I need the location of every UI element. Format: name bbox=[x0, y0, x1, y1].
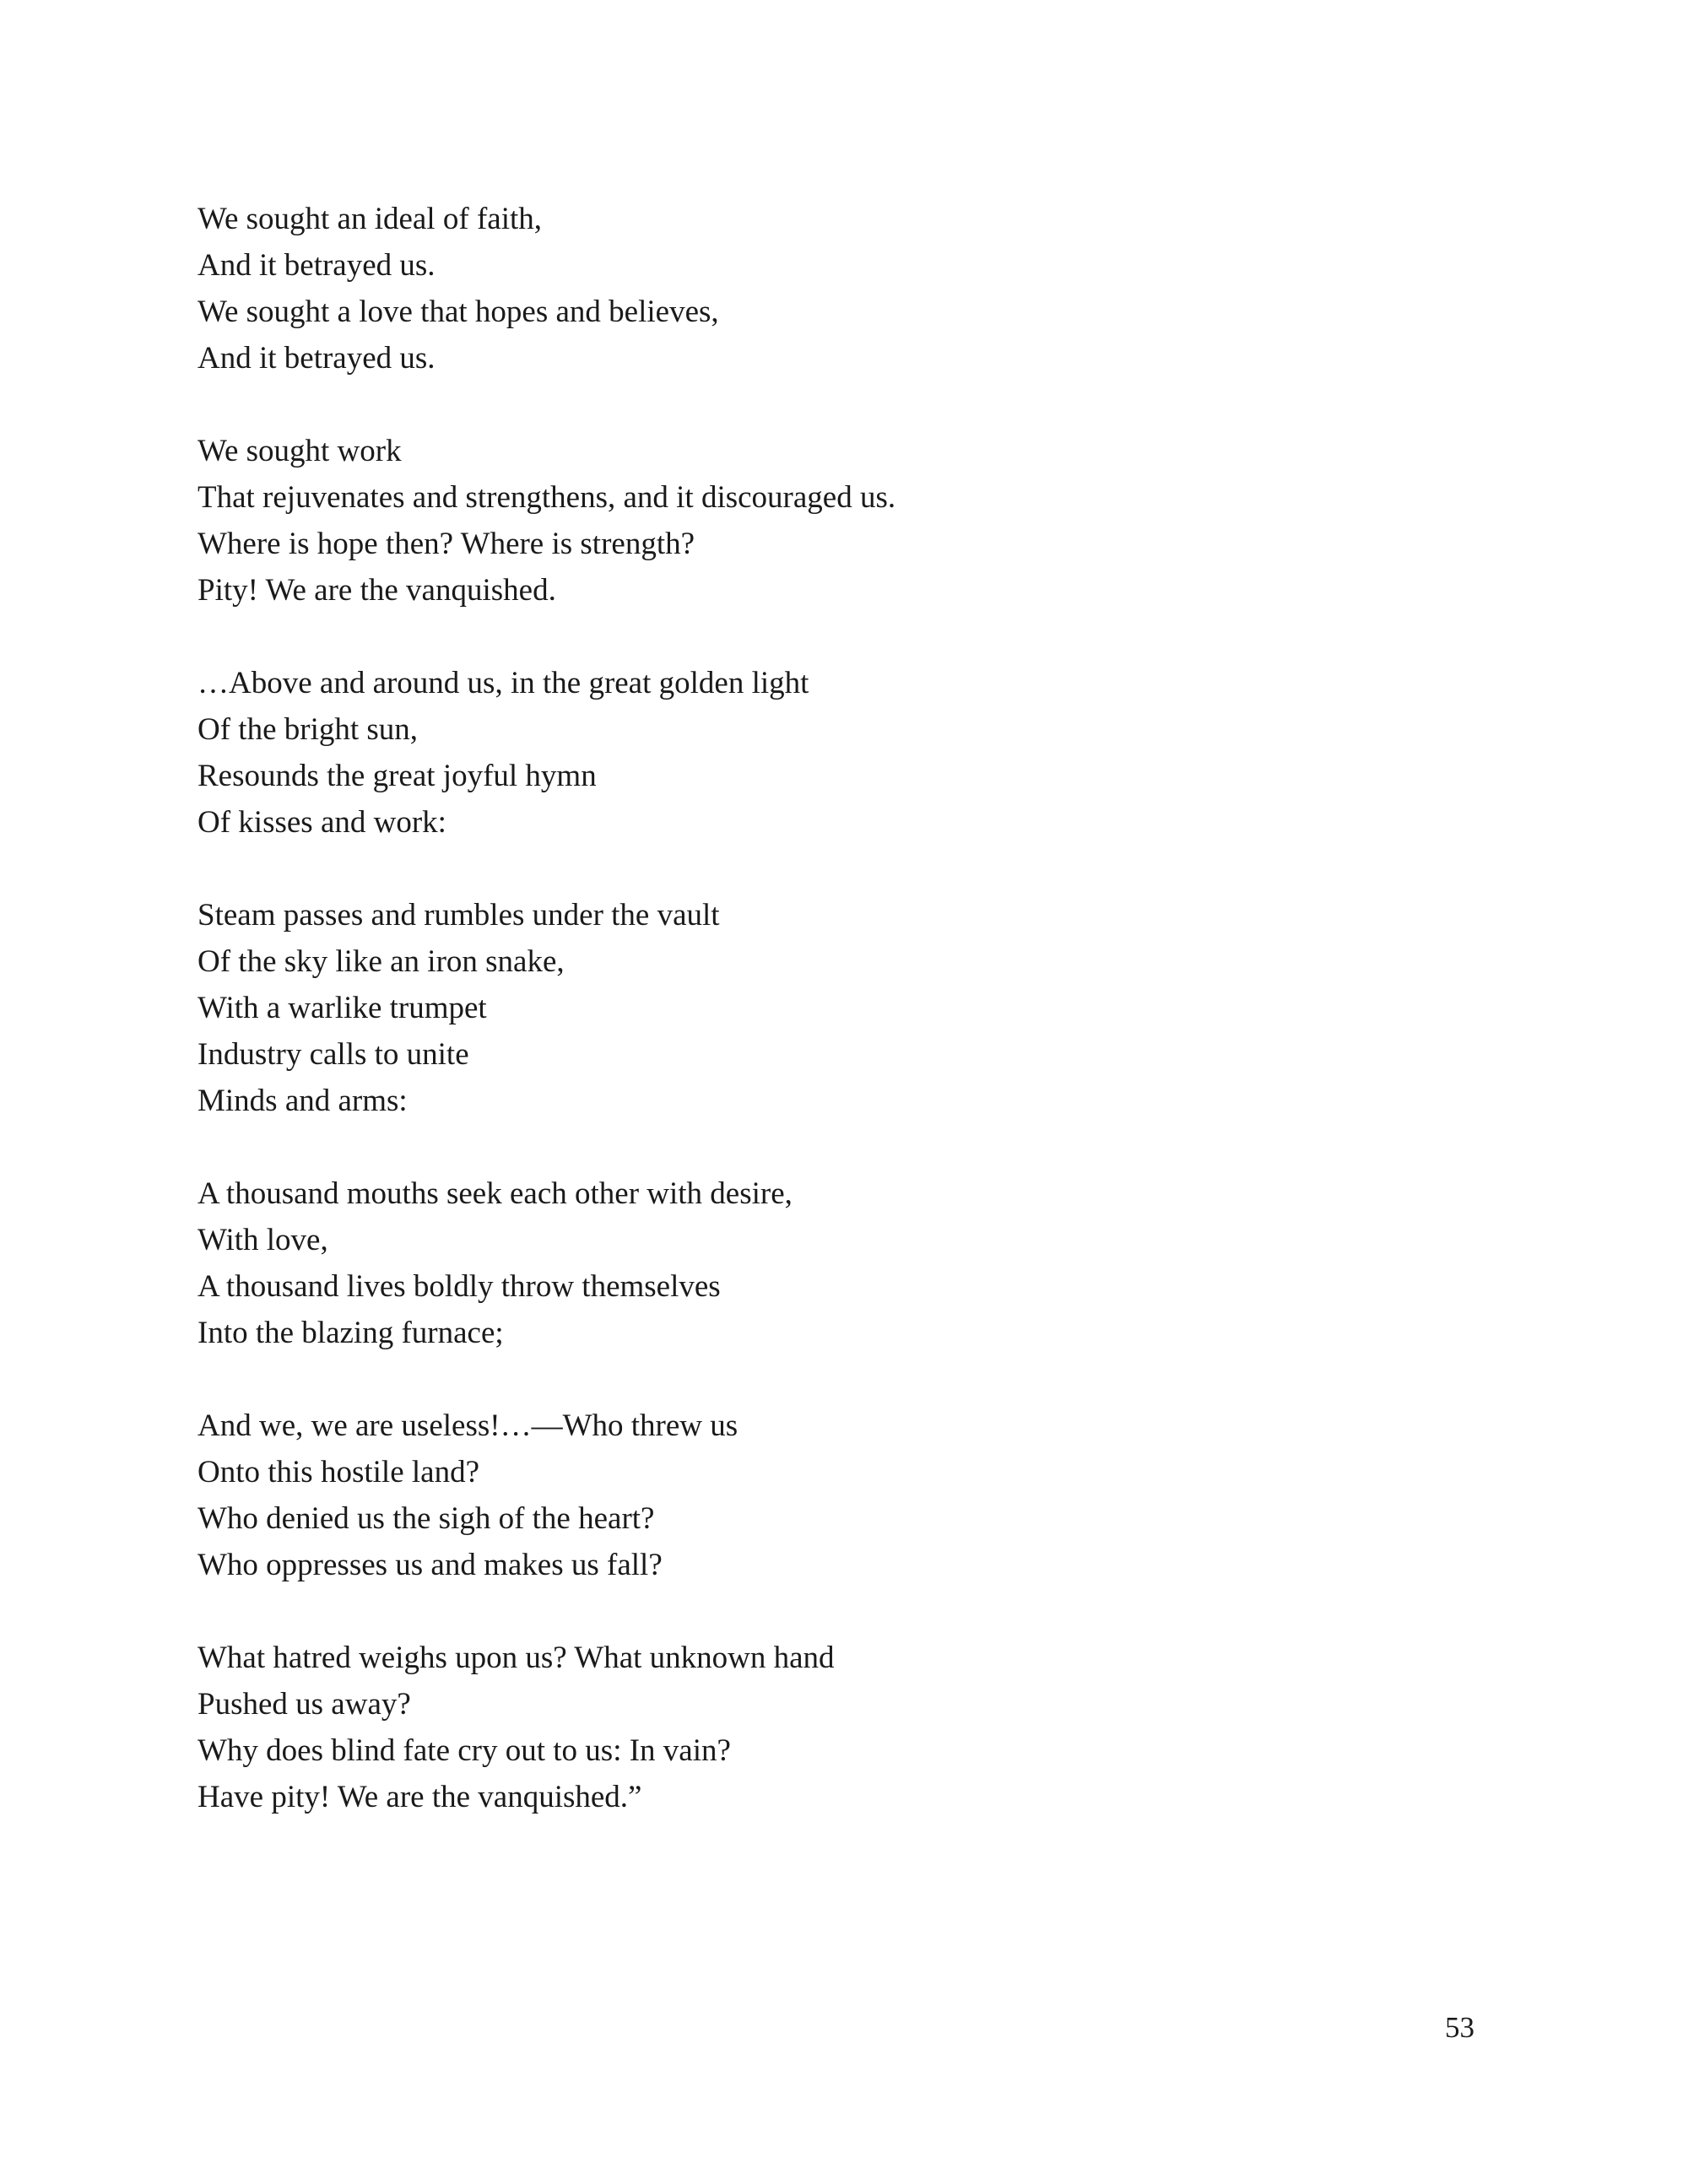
poem-line: Have pity! We are the vanquished.” bbox=[197, 1780, 642, 1814]
poem-line: We sought a love that hopes and believes, bbox=[197, 295, 719, 329]
poem-line: We sought an ideal of faith, bbox=[197, 202, 543, 236]
poem-line: That rejuvenates and strengthens, and it discouraged us. bbox=[197, 480, 896, 515]
poem-line: Pushed us away? bbox=[197, 1687, 411, 1722]
poem-line: Why does blind fate cry out to us: In vain? bbox=[197, 1733, 731, 1768]
poem-line: Steam passes and rumbles under the vault bbox=[197, 898, 720, 933]
poem-line: Pity! We are the vanquished. bbox=[197, 573, 556, 608]
poem-line: Of the sky like an iron snake, bbox=[197, 944, 565, 979]
stanza-2 bbox=[197, 428, 1548, 614]
stanza-3 bbox=[197, 660, 1548, 846]
poem-line: And it betrayed us. bbox=[197, 341, 436, 376]
poem-line: …Above and around us, in the great golden light bbox=[197, 666, 809, 700]
poem-line: And we, we are useless!…—Who threw us bbox=[197, 1408, 738, 1443]
poem-line: Who oppresses us and makes us fall? bbox=[197, 1548, 663, 1582]
poem-line: We sought work bbox=[197, 434, 402, 468]
poem-line: Into the blazing furnace; bbox=[197, 1316, 504, 1350]
poem-line: Of kisses and work: bbox=[197, 805, 446, 840]
poem-line: What hatred weighs upon us? What unknown hand bbox=[197, 1641, 835, 1675]
stanza-1 bbox=[197, 196, 1548, 381]
stanza-7 bbox=[197, 1635, 1548, 1820]
poem-line: A thousand lives boldly throw themselves bbox=[197, 1269, 721, 1304]
poem-line: Resounds the great joyful hymn bbox=[197, 759, 597, 793]
poem-line: With a warlike trumpet bbox=[197, 991, 487, 1025]
poem-line: Onto this hostile land? bbox=[197, 1455, 479, 1489]
poem-line: With love, bbox=[197, 1223, 328, 1257]
stanza-5 bbox=[197, 1170, 1548, 1356]
page-number: 53 bbox=[1445, 2011, 1474, 2044]
stanza-4 bbox=[197, 892, 1548, 1124]
stanza-6 bbox=[197, 1403, 1548, 1588]
poem-line: Minds and arms: bbox=[197, 1084, 408, 1118]
poem-line: A thousand mouths seek each other with desire, bbox=[197, 1176, 793, 1211]
poem-line: Of the bright sun, bbox=[197, 712, 419, 747]
poem-line: Who denied us the sigh of the heart? bbox=[197, 1501, 655, 1536]
poem-body bbox=[197, 196, 1548, 1867]
poem-line: Where is hope then? Where is strength? bbox=[197, 527, 695, 561]
poem-line: Industry calls to unite bbox=[197, 1037, 469, 1072]
poem-line: And it betrayed us. bbox=[197, 248, 436, 283]
